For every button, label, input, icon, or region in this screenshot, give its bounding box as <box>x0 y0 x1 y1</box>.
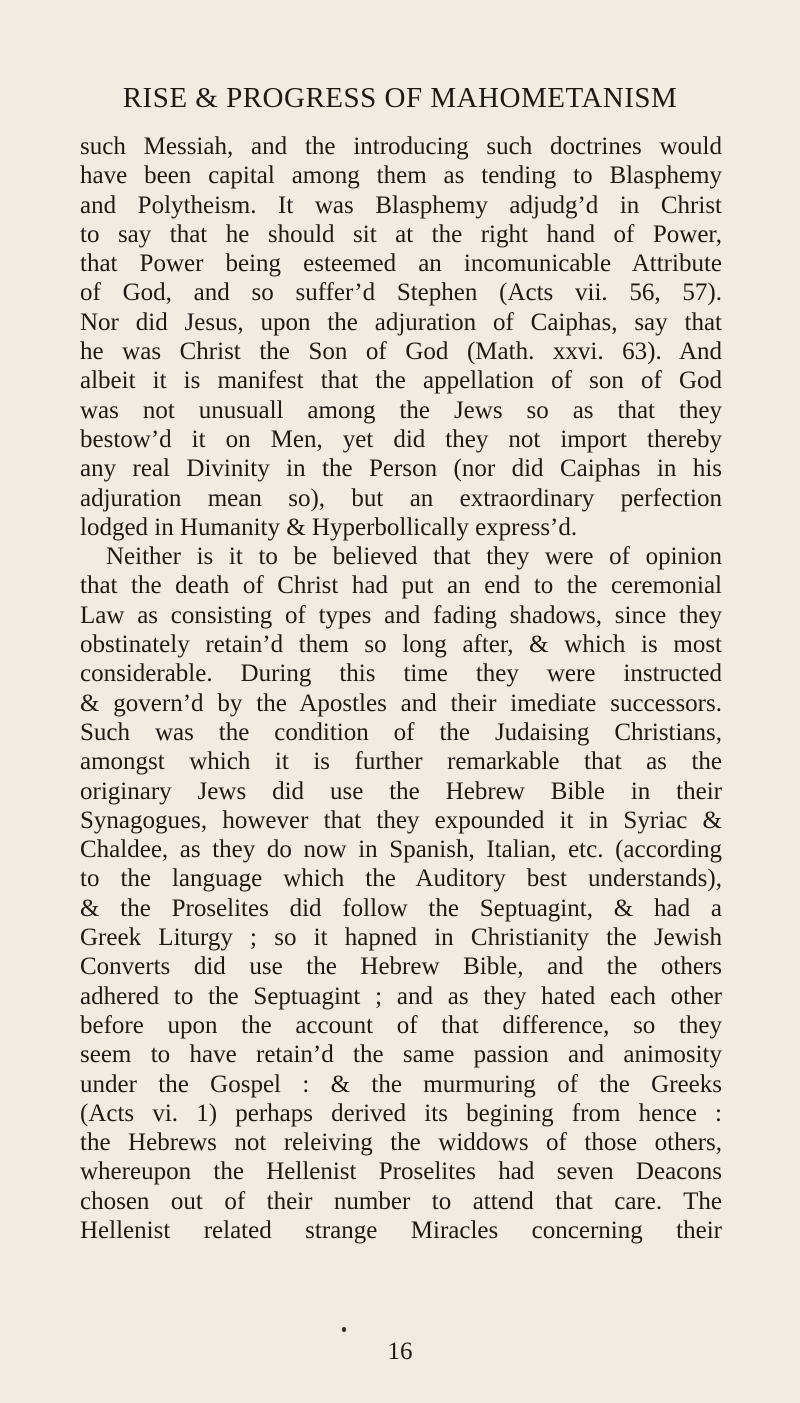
text-line: (Acts vi. 1) perhaps derived its begining from hence : <box>80 1099 722 1127</box>
paragraph-end-line: lodged in Humanity & Hyperbollically express’d. <box>80 513 578 541</box>
body-text <box>80 132 722 1245</box>
text-line: seem to have retain’d the same passion and animosity <box>80 1041 722 1069</box>
text-line: that Power being esteemed an incomunicable Attribute <box>80 250 722 278</box>
text-line: such Messiah, and the introducing such doctrines would <box>80 133 722 160</box>
text-line: obstinately retain’d them so long after, & which is most <box>80 631 722 659</box>
text-line: considerable. During this time they were instructed <box>80 660 722 688</box>
text-line: Nor did Jesus, upon the adjuration of Caiphas, say that <box>80 308 722 336</box>
text-line: amongst which it is further remarkable that as the <box>80 748 722 776</box>
text-line: Law as consisting of types and fading shadows, since they <box>80 601 722 629</box>
text-line: adhered to the Septuagint ; and as they hated each other <box>80 982 722 1010</box>
text-line: to the language which the Auditory best understands), <box>80 865 722 893</box>
text-line: the Hebrews not releiving the widdows of those others, <box>80 1129 722 1157</box>
text-line: chosen out of their number to attend that care. The <box>80 1187 722 1215</box>
text-line: albeit it is manifest that the appellation of son of God <box>80 367 722 395</box>
text-line: Greek Liturgy ; so it hapned in Christianity the Jewish <box>80 924 722 952</box>
text-line: Such was the condition of the Judaising Christians, <box>80 718 722 746</box>
text-line: Hellenist related strange Miracles concerning their <box>80 1216 722 1244</box>
text-line: he was Christ the Son of God (Math. xxvi. 63). And <box>80 338 722 366</box>
text-line: whereupon the Hellenist Proselites had seven Deacons <box>80 1158 722 1186</box>
text-line: have been capital among them as tending to Blasphemy <box>80 162 722 190</box>
text-line: to say that he should sit at the right hand of Power, <box>80 220 722 248</box>
text-line: Converts did use the Hebrew Bible, and the others <box>80 953 722 981</box>
text-line: under the Gospel : & the murmuring of the Greeks <box>80 1070 722 1098</box>
text-line: that the death of Christ had put an end to the ceremonial <box>80 572 722 600</box>
page-number: 16 <box>387 1338 413 1365</box>
text-line: bestow’d it on Men, yet did they not import thereby <box>80 425 722 453</box>
text-line: & govern’d by the Apostles and their imediate successors. <box>80 689 722 717</box>
text-line: originary Jews did use the Hebrew Bible in their <box>80 777 722 805</box>
text-line: any real Divinity in the Person (nor did Caiphas in his <box>80 455 722 483</box>
running-title: RISE & PROGRESS OF MAHOMETANISM <box>122 82 678 114</box>
text-line: was not unusuall among the Jews so as that they <box>80 396 722 424</box>
text-line: adjuration mean so), but an extraordinary perfection <box>80 484 722 512</box>
text-line: & the Proselites did follow the Septuagint, & had a <box>80 894 722 922</box>
text-line: Chaldee, as they do now in Spanish, Italian, etc. (according <box>80 836 722 864</box>
text-line: and Polytheism. It was Blasphemy adjudg’d in Christ <box>80 191 722 219</box>
ink-speck <box>342 1327 346 1332</box>
text-line: of God, and so suffer’d Stephen (Acts vii. 56, 57). <box>80 279 722 307</box>
paragraph-start-line: Neither is it to be believed that they were of opinion <box>106 543 722 571</box>
text-line: Synagogues, however that they expounded it in Syriac & <box>80 806 722 834</box>
text-line: before upon the account of that difference, so they <box>80 1011 722 1039</box>
